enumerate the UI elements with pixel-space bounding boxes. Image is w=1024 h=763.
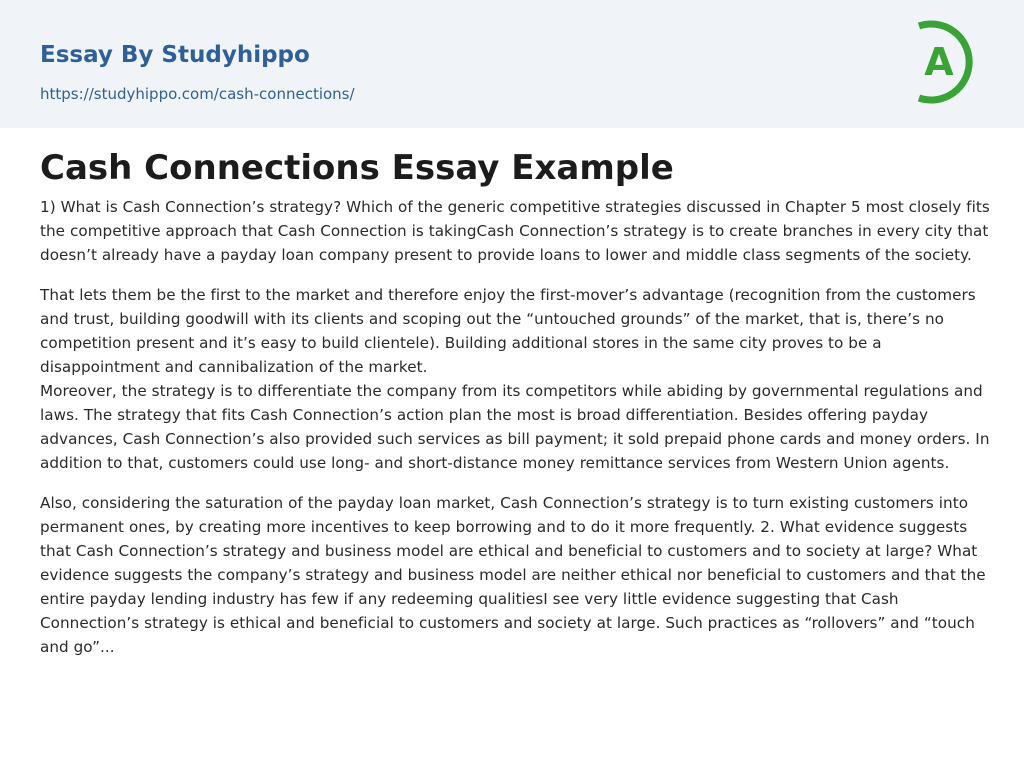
site-header <box>0 0 1024 128</box>
article-paragraph: Moreover, the strategy is to differentiate the company from its competitors while abiding by governmental regulations and laws. The strategy that fits Cash Connection’s action plan the most is broad differentiation. Besides offering payday advances, Cash Connection’s also provided such services as bill payment; it sold prepaid phone cards and money orders. In addition to that, customers could use long- and short-distance money remittance services from Western Union agents. <box>40 382 990 472</box>
article <box>40 146 990 659</box>
article-paragraph: Also, considering the saturation of the payday loan market, Cash Connection’s strategy is to turn existing customers into permanent ones, by creating more incentives to keep borrowing and to do it more frequently. 2. What evidence suggests that Cash Connection’s strategy and business model are ethical and beneficial to customers and to society at large? What evidence suggests the company’s strategy and business model are neither ethical nor beneficial to customers and that the entire payday lending industry has few if any redeeming qualitiesI see very little evidence suggesting that Cash Connection’s strategy is ethical and beneficial to customers and society at large. Such practices as “rollovers” and “touch and go”... <box>40 494 986 656</box>
studyhippo-logo-icon[interactable] <box>910 18 990 106</box>
page-title: Cash Connections Essay Example <box>40 148 674 188</box>
logo-letter: A <box>924 40 954 84</box>
source-url-link[interactable]: https://studyhippo.com/cash-connections/ <box>40 85 355 103</box>
brand-title[interactable]: Essay By Studyhippo <box>40 42 310 68</box>
article-paragraph: That lets them be the first to the market and therefore enjoy the first-mover’s advantage (recognition from the customers and trust, building goodwill with its clients and scoping out the “untouched grounds” of the market, that is, there’s no competition present and it’s easy to build clientele). Building additional stores in the same city proves to be a disappointment and cannibalization of the market. <box>40 286 976 376</box>
article-paragraph: 1) What is Cash Connection’s strategy? Which of the generic competitive strategies discussed in Chapter 5 most closely fits the competitive approach that Cash Connection is takingCash Connection’s strategy is to create branches in every city that doesn’t already have a payday loan company present to provide loans to lower and middle class segments of the society. <box>40 198 990 264</box>
